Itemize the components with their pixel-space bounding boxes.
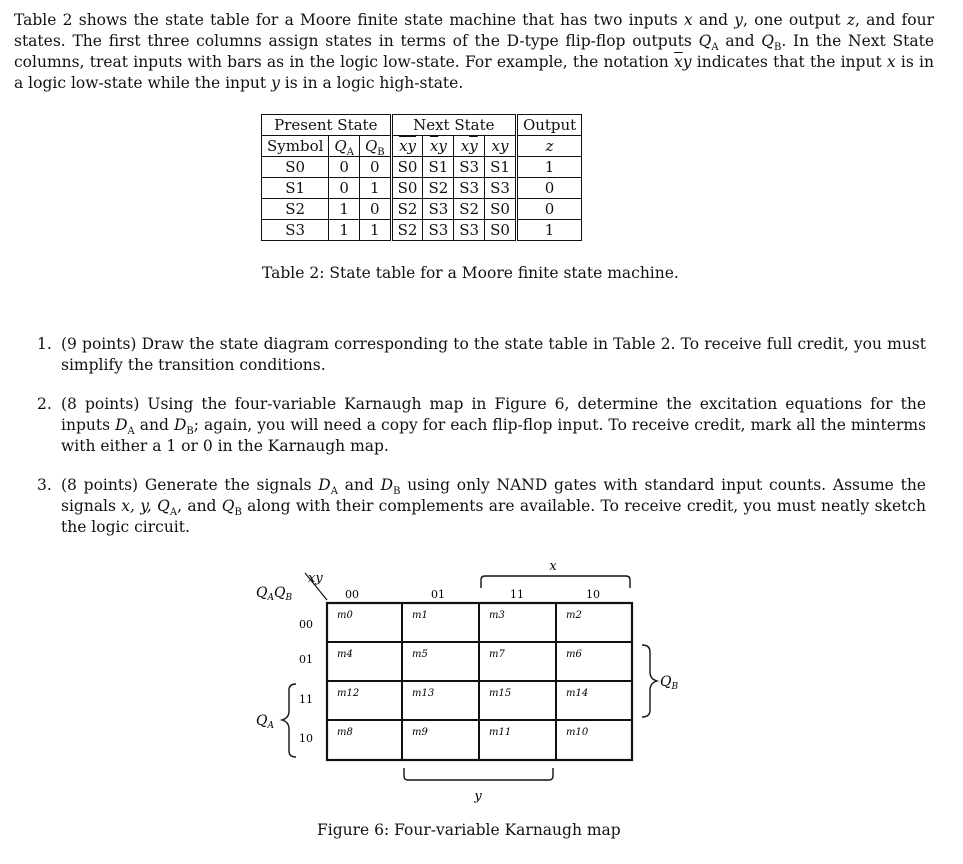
next-state: S0 [485, 220, 517, 241]
next-state: S0 [485, 199, 517, 220]
next-state-header: Next State [391, 115, 516, 136]
kmap-cell: m10 [566, 727, 589, 738]
kmap-row-var: $Q_AQ_B$ [256, 585, 293, 603]
next-state: S3 [423, 220, 454, 241]
output-header: Output [516, 115, 581, 136]
next-state: S2 [454, 199, 485, 220]
next-state: S3 [454, 220, 485, 241]
kmap-cell: m3 [489, 610, 505, 621]
next-state: S3 [454, 157, 485, 178]
symbol-header: Symbol [262, 136, 329, 157]
output-value: 0 [516, 199, 581, 220]
kmap-cell: m15 [489, 688, 512, 699]
state-symbol: S3 [262, 220, 329, 241]
problem-text: (9 points) Draw the state diagram corresponding to the state table in Table 2. To receive full credit, you must simplify the transition conditions. [61, 335, 926, 374]
next-state: S2 [391, 199, 423, 220]
kmap-row-label: 11 [299, 693, 313, 706]
table-caption: Table 2: State table for a Moore finite state machine. [262, 264, 679, 282]
kmap-col-label: 01 [431, 588, 445, 601]
next-x-y-header: xy [485, 136, 517, 157]
kmap-cell: m12 [337, 688, 360, 699]
problem-item: 3. (8 points) Generate the signals $D_A$ and $D_B$ using only NAND gates with standard input counts. Assume the signals x, y, $Q_A$, and $Q_B$ along with their complements are available. To receive credit, you must neatly sketch the logic circuit. [37, 476, 927, 536]
kmap-cell: m1 [412, 610, 428, 621]
qa-value: 0 [329, 157, 360, 178]
problem-number: 1. [37, 335, 52, 353]
qb-value: 1 [359, 220, 391, 241]
next-xbar-y-header: $\overline{x}y$ [423, 136, 454, 157]
problem-number: 3. [37, 476, 52, 494]
kmap-x-label: x [549, 559, 557, 574]
present-state-header: Present State [262, 115, 392, 136]
kmap-cell: m6 [566, 649, 582, 660]
kmap-qa-brace [282, 684, 296, 757]
next-state: S1 [423, 157, 454, 178]
intro-paragraph: Table 2 shows the state table for a Moore finite state machine that has two inputs x and y, one output z, and four states. The first three columns assign states in terms of the D-type flip-flop outputs $Q_A$ and $Q_B$. In the Next State columns, treat inputs with bars as in the logic low-state. For example, the notation $\overline{x}y$ indicates that the input x is in a logic low-state while the input y is in a logic high-state. [14, 11, 934, 92]
kmap-cell: m0 [337, 610, 353, 621]
qa-header: $Q_A$ [329, 136, 360, 157]
z-header: z [516, 136, 581, 157]
next-state: S2 [423, 178, 454, 199]
kmap-cell: m11 [489, 727, 512, 738]
qb-value: 1 [359, 178, 391, 199]
kmap-col-label: 00 [345, 588, 359, 601]
next-state: S3 [454, 178, 485, 199]
next-state: S3 [485, 178, 517, 199]
state-symbol: S0 [262, 157, 329, 178]
kmap-qa-label: $Q_A$ [256, 713, 274, 731]
problem-text: (8 points) Using the four-variable Karnaugh map in Figure 6, determine the excitation equations for the inputs [61, 395, 926, 434]
kmap-cell: m5 [412, 649, 428, 660]
next-state: S3 [423, 199, 454, 220]
qb-header: $Q_B$ [359, 136, 391, 157]
kmap-qb-label: $Q_B$ [660, 674, 679, 692]
problem-number: 2. [37, 395, 52, 413]
kmap-col-var: xy [308, 571, 323, 586]
next-x-ybar-header: $x\overline{y}$ [454, 136, 485, 157]
next-state: S0 [391, 178, 423, 199]
problem-text: (8 points) Generate the signals [61, 476, 312, 494]
kmap-cell: m4 [337, 649, 353, 660]
next-state: S2 [391, 220, 423, 241]
state-symbol: S2 [262, 199, 329, 220]
kmap-x-brace [481, 576, 630, 588]
next-state: S1 [485, 157, 517, 178]
qa-value: 1 [329, 199, 360, 220]
kmap-cell: m8 [337, 727, 353, 738]
kmap-row-label: 01 [299, 653, 313, 666]
kmap-cell: m9 [412, 727, 428, 738]
kmap-cell: m7 [489, 649, 505, 660]
kmap-row-label: 00 [299, 618, 313, 631]
kmap-cell: m14 [566, 688, 589, 699]
kmap-cell: m13 [412, 688, 435, 699]
output-value: 1 [516, 157, 581, 178]
output-value: 0 [516, 178, 581, 199]
output-value: 1 [516, 220, 581, 241]
kmap-y-label: y [474, 789, 482, 804]
kmap-y-brace [404, 768, 553, 780]
qb-value: 0 [359, 157, 391, 178]
kmap-qb-brace [642, 645, 657, 717]
next-xbar-ybar-header: $\overline{x}\overline{y}$ [391, 136, 423, 157]
kmap-row-label: 10 [299, 732, 313, 745]
kmap-col-label: 11 [510, 588, 524, 601]
state-symbol: S1 [262, 178, 329, 199]
next-state: S0 [391, 157, 423, 178]
problem-item: 2. (8 points) Using the four-variable Karnaugh map in Figure 6, determine the excitation equations for the inputs $D_A$ and $D_B$; again, you will need a copy for each flip-flop input. To receive credit, mark all the minterms with either a 1 or 0 in the Karnaugh map. [37, 395, 927, 455]
qa-value: 1 [329, 220, 360, 241]
kmap-col-label: 10 [586, 588, 600, 601]
kmap-cell: m2 [566, 610, 582, 621]
qb-value: 0 [359, 199, 391, 220]
figure-caption: Figure 6: Four-variable Karnaugh map [317, 821, 621, 839]
qa-value: 0 [329, 178, 360, 199]
